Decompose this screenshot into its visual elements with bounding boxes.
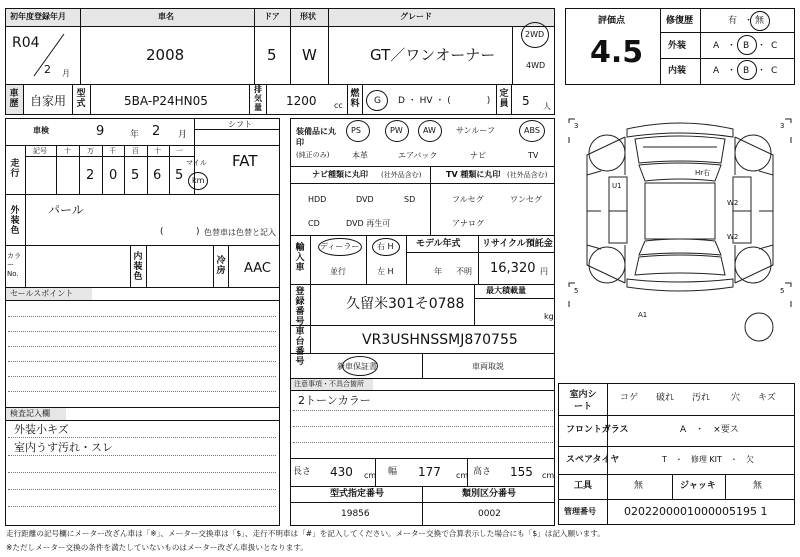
width-label: 幅 bbox=[388, 467, 398, 477]
reg-year-label: 初年度登録年月 bbox=[10, 12, 66, 21]
spare-value: T ・ 修理 KIT ・ 欠 bbox=[662, 455, 754, 464]
model-year-label: モデル年式 bbox=[416, 239, 461, 249]
type-no: 19856 bbox=[341, 509, 370, 519]
mark-a1: A1 bbox=[638, 311, 648, 319]
fuel-options: D ・ HV ・ ( ) bbox=[398, 96, 491, 106]
notes-text: 2トーンカラー bbox=[298, 394, 371, 407]
digit-5: 5 bbox=[175, 168, 184, 183]
digit-head-4: 十 bbox=[154, 147, 161, 155]
corner-rear-left: 5 bbox=[574, 287, 579, 295]
int-dot-2: ・ bbox=[757, 66, 767, 76]
eq-sunroof: サンルーフ bbox=[456, 126, 495, 135]
inspection-label: 検査記入欄 bbox=[10, 409, 50, 418]
max-load-unit: kg bbox=[544, 312, 554, 321]
import-dealer: ディーラー bbox=[320, 242, 360, 251]
recycle-value: 16,320 bbox=[490, 261, 536, 276]
width-unit: cm bbox=[456, 471, 469, 480]
import-right: 右 H bbox=[377, 242, 394, 251]
km-unit: km bbox=[192, 176, 205, 185]
chassis-label: 車台番号 bbox=[295, 327, 305, 367]
shaken-label: 車検 bbox=[33, 126, 49, 135]
navi-sd: SD bbox=[404, 195, 416, 204]
equipment-sublabel: (純正のみ) bbox=[296, 151, 330, 159]
int-dot-1: ・ bbox=[727, 66, 737, 76]
capacity-label: 定員 bbox=[499, 89, 509, 109]
color-label: 外装色 bbox=[10, 206, 20, 236]
digit-head-5: 一 bbox=[176, 147, 183, 155]
inspection-line-2: 室内うす汚れ・スレ bbox=[14, 441, 113, 454]
interior-sheet-label: 室内シート bbox=[569, 390, 597, 412]
ext-c: C bbox=[771, 41, 778, 51]
eq-tv: TV bbox=[528, 151, 539, 160]
sheet-scratch: キズ bbox=[758, 393, 776, 403]
color-paren-close: ) bbox=[196, 227, 200, 237]
import-label: 輸入車 bbox=[295, 243, 305, 273]
fuel-selected: G bbox=[374, 96, 381, 106]
shaken-year-unit: 年 bbox=[130, 130, 140, 140]
plate-value: 久留米301そ0788 bbox=[346, 296, 465, 312]
score-value: 4.5 bbox=[590, 35, 644, 70]
digit-3: 5 bbox=[131, 168, 140, 183]
usage: 自家用 bbox=[30, 94, 67, 108]
ac-label: 冷房 bbox=[216, 256, 226, 276]
tv-fullseg: フルセグ bbox=[452, 195, 484, 204]
int-a: A bbox=[713, 66, 720, 76]
digit-head-3: 百 bbox=[132, 147, 139, 155]
cc-unit: cc bbox=[334, 101, 343, 110]
digit-head-1: 万 bbox=[87, 147, 94, 155]
plate-label: 登録番号 bbox=[295, 287, 305, 327]
import-parallel: 並行 bbox=[330, 267, 346, 276]
mgmt-label: 管理番号 bbox=[564, 507, 596, 516]
chassis-value: VR3USHNSSMJ870755 bbox=[362, 332, 518, 348]
displacement: 1200 bbox=[286, 94, 317, 108]
car-name: 2008 bbox=[146, 46, 185, 64]
digit-4: 6 bbox=[153, 168, 162, 183]
glass-value: A ・ ×要ス bbox=[680, 425, 739, 435]
length-unit: cm bbox=[364, 471, 377, 480]
length-label: 長さ bbox=[293, 467, 312, 477]
jack-label: ジャッキ bbox=[680, 481, 716, 491]
corner-front-left: 3 bbox=[574, 122, 579, 130]
inspection-line-1: 外装小キズ bbox=[14, 423, 69, 436]
length: 430 bbox=[330, 465, 353, 479]
fuel-label: 燃料 bbox=[350, 89, 360, 109]
repair-no: 無 bbox=[755, 16, 765, 26]
height-label: 高さ bbox=[473, 467, 492, 477]
usage-label: 車歴 bbox=[9, 89, 19, 109]
mile-label: マイル bbox=[186, 159, 207, 167]
footer-line-1: 走行距離の記号欄にメーター改ざん車は「※」、メーター交換車は「$」、走行不明車は「#」を記入してください。メーター交換で合算表示した場合にも「$」は記入願います。 bbox=[6, 529, 605, 538]
ext-dot-2: ・ bbox=[757, 41, 767, 51]
reg-month: 2 bbox=[44, 63, 51, 76]
color-value: パール bbox=[48, 203, 84, 217]
sellpoint-label: セールスポイント bbox=[10, 289, 74, 298]
model: 5BA-P24HN05 bbox=[124, 94, 208, 108]
notes-label: 注意事項・不具合箇所 bbox=[294, 380, 364, 388]
ext-b: B bbox=[743, 41, 750, 51]
digit-1: 2 bbox=[86, 168, 95, 183]
recycle-unit: 円 bbox=[540, 267, 548, 276]
footer-line-2: ※ただしメーター交換の条件を満たしていないものはメーター改ざん車扱いとなります。 bbox=[6, 543, 308, 552]
mark-hr: Hr右 bbox=[695, 169, 711, 177]
height: 155 bbox=[510, 465, 533, 479]
score-label: 評価点 bbox=[598, 16, 626, 26]
navi-title: ナビ種類に丸印 bbox=[312, 170, 368, 179]
ac-value: AAC bbox=[244, 261, 271, 276]
interior-label: 内装 bbox=[668, 66, 687, 76]
interior-color-label: 内装色 bbox=[133, 252, 143, 282]
mgmt-value: 0202200001000005195 1 bbox=[624, 505, 768, 518]
eq-abs: ABS bbox=[524, 126, 540, 135]
equipment-label: 装備品に丸印 bbox=[296, 127, 336, 147]
displacement-label: 排気量 bbox=[254, 85, 262, 112]
car-outline bbox=[565, 115, 795, 380]
import-left: 左 H bbox=[377, 267, 394, 276]
new-car-warranty: 新車保証書 bbox=[337, 362, 377, 371]
reg-era-year: R04 bbox=[12, 35, 40, 51]
kigo-label: 記号 bbox=[33, 147, 47, 155]
color-paren-open: ( bbox=[160, 227, 164, 237]
sheet-tear: 破れ bbox=[656, 393, 675, 403]
tv-suffix: (社外品含む) bbox=[507, 171, 548, 179]
digit-2: 0 bbox=[109, 168, 118, 183]
color-note: 色替車は色替と記入 bbox=[204, 228, 276, 237]
navi-dvd-play: DVD 再生可 bbox=[346, 219, 391, 228]
jack-value: 無 bbox=[753, 481, 763, 491]
tv-oneseg: ワンセグ bbox=[510, 195, 542, 204]
repair-label: 修復歴 bbox=[666, 16, 694, 26]
model-label: 型式 bbox=[76, 89, 86, 109]
recycle-label: リサイクル預託金 bbox=[482, 239, 553, 249]
navi-hdd: HDD bbox=[308, 195, 327, 204]
drive-4wd: 4WD bbox=[526, 61, 546, 70]
mark-u1: U1 bbox=[612, 182, 622, 190]
tools-label: 工具 bbox=[574, 481, 593, 491]
eq-navi: ナビ bbox=[470, 151, 486, 160]
repair-dot: ・ bbox=[744, 16, 754, 26]
spare-label: スペアタイヤ bbox=[566, 455, 620, 465]
shift-label: シフト bbox=[228, 120, 252, 129]
mark-w2-b: W2 bbox=[727, 233, 739, 241]
mileage-label: 走行 bbox=[10, 159, 20, 179]
shaken-month: 2 bbox=[152, 124, 161, 139]
repair-yes: 有 bbox=[728, 16, 738, 26]
digit-head-2: 千 bbox=[109, 147, 116, 155]
mark-w2-a: W2 bbox=[727, 199, 739, 207]
digit-head-0: 十 bbox=[64, 147, 71, 155]
type-no-label: 型式指定番号 bbox=[330, 489, 385, 499]
model-year-unknown: 不明 bbox=[456, 267, 472, 276]
grade-label: グレード bbox=[400, 12, 432, 21]
shaken-year: 9 bbox=[96, 124, 105, 139]
int-b: B bbox=[743, 66, 750, 76]
eq-airbag: エアバック bbox=[398, 151, 438, 160]
eq-aw: AW bbox=[423, 126, 436, 135]
shape-label: 形状 bbox=[300, 12, 316, 21]
shape: W bbox=[302, 46, 317, 64]
tv-title: TV 種類に丸印 bbox=[446, 170, 501, 179]
navi-suffix: (社外品含む) bbox=[381, 171, 422, 179]
corner-rear-right: 5 bbox=[780, 287, 785, 295]
navi-cd: CD bbox=[308, 219, 320, 228]
grade: GT／ワンオーナー bbox=[370, 46, 496, 64]
width: 177 bbox=[418, 465, 441, 479]
exterior-label: 外装 bbox=[668, 41, 687, 51]
drive-2wd: 2WD bbox=[525, 30, 545, 39]
int-c: C bbox=[771, 66, 778, 76]
eq-ps: PS bbox=[351, 126, 361, 135]
max-load-label: 最大積載量 bbox=[486, 286, 526, 295]
eq-pw: PW bbox=[390, 126, 403, 135]
class-no: 0002 bbox=[478, 509, 501, 519]
doors: 5 bbox=[267, 46, 277, 64]
navi-dvd: DVD bbox=[356, 195, 374, 204]
tv-analog: アナログ bbox=[452, 219, 484, 228]
capacity: 5 bbox=[522, 94, 530, 108]
ext-a: A bbox=[713, 41, 720, 51]
shaken-month-unit: 月 bbox=[178, 130, 188, 140]
class-no-label: 類別区分番号 bbox=[462, 489, 517, 499]
eq-leather: 本革 bbox=[352, 151, 368, 160]
height-unit: cm bbox=[542, 471, 555, 480]
glass-label: フロントガラス bbox=[566, 425, 629, 435]
corner-front-right: 3 bbox=[780, 122, 785, 130]
color-no-label: カラーNo. bbox=[7, 252, 21, 278]
model-year-unit: 年 bbox=[434, 267, 442, 276]
tools-value: 無 bbox=[634, 481, 644, 491]
ext-dot-1: ・ bbox=[727, 41, 737, 51]
shift-value: FAT bbox=[232, 152, 258, 170]
manual: 車両取説 bbox=[472, 362, 504, 371]
door-label: ドア bbox=[264, 12, 280, 21]
sheet-dirt: 汚れ bbox=[692, 393, 711, 403]
reg-month-unit: 月 bbox=[62, 69, 70, 78]
capacity-unit: 人 bbox=[543, 102, 551, 111]
sheet-burn: コゲ bbox=[620, 393, 639, 403]
car-name-label: 車名 bbox=[158, 12, 174, 21]
sheet-hole: 穴 bbox=[731, 393, 741, 403]
